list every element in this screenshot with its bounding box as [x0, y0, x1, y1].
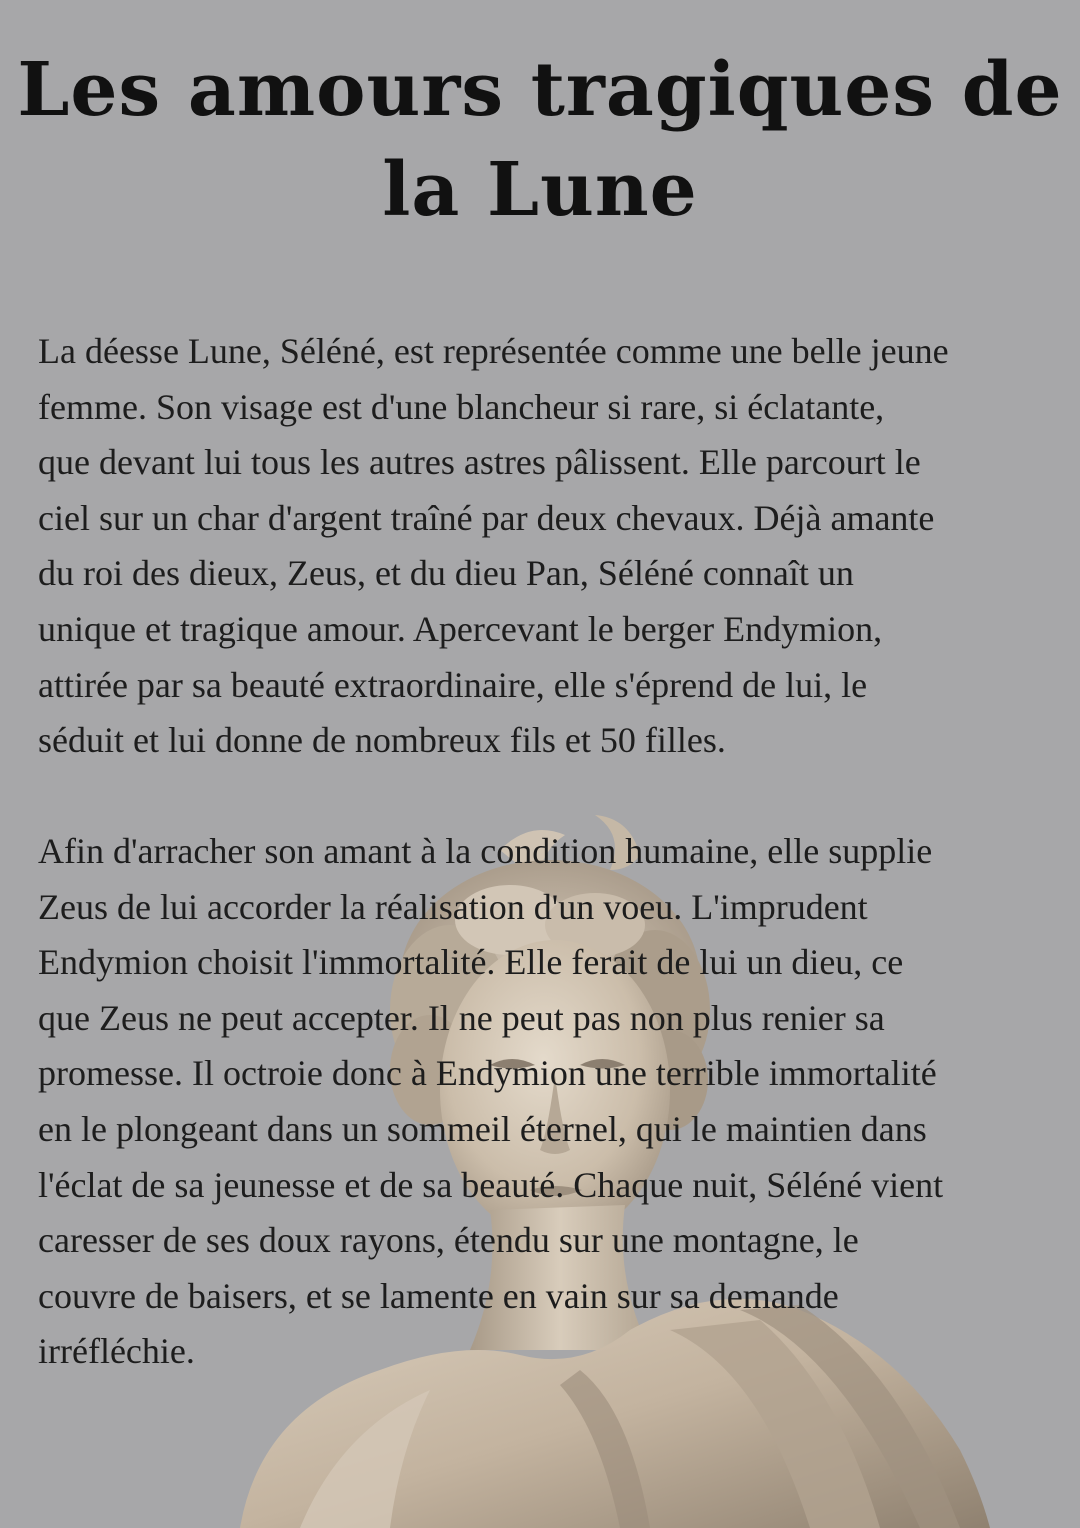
text-line: attirée par sa beauté extraordinaire, elle s'éprend de lui, le [38, 664, 868, 705]
text-line: que Zeus ne peut accepter. Il ne peut pas non plus renier sa [38, 997, 885, 1038]
text-line: que devant lui tous les autres astres pâlissent. Elle parcourt le [38, 442, 921, 483]
text-line: promesse. Il octroie donc à Endymion une terrible immortalité [38, 1053, 937, 1094]
text-line: couvre de baisers, et se lamente en vain sur sa demande [38, 1275, 839, 1316]
text-line: caresser de ses doux rayons, étendu sur une montagne, le [38, 1220, 859, 1261]
text-line: La déesse Lune, Séléné, est représentée comme une belle jeune [38, 331, 949, 371]
text-line: irréfléchie. [38, 1331, 195, 1372]
text-line: séduit et lui donne de nombreux fils et 50 filles. [38, 720, 726, 761]
title-line-1: Les amours tragiques de [17, 47, 1063, 133]
text-line: Endymion choisit l'immortalité. Elle ferait de lui un dieu, ce [38, 942, 904, 983]
text-line: l'éclat de sa jeunesse et de sa beauté. Chaque nuit, Séléné vient [38, 1164, 944, 1205]
title-line-2: la Lune [382, 147, 698, 233]
paragraph-2 [38, 824, 1068, 1380]
paragraph-1 [38, 324, 1068, 769]
text-line: en le plongeant dans un sommeil éternel, qui le maintien dans [38, 1108, 927, 1149]
page-title [0, 40, 1080, 240]
text-line: du roi des dieux, Zeus, et du dieu Pan, Séléné connaît un [38, 553, 854, 594]
text-line: ciel sur un char d'argent traîné par deux chevaux. Déjà amante [38, 497, 935, 538]
text-line: unique et tragique amour. Apercevant le berger Endymion, [38, 608, 883, 649]
text-line: Afin d'arracher son amant à la condition humaine, elle supplie [38, 831, 933, 871]
text-line: Zeus de lui accorder la réalisation d'un voeu. L'imprudent [38, 886, 868, 927]
text-line: femme. Son visage est d'une blancheur si rare, si éclatante, [38, 386, 885, 427]
